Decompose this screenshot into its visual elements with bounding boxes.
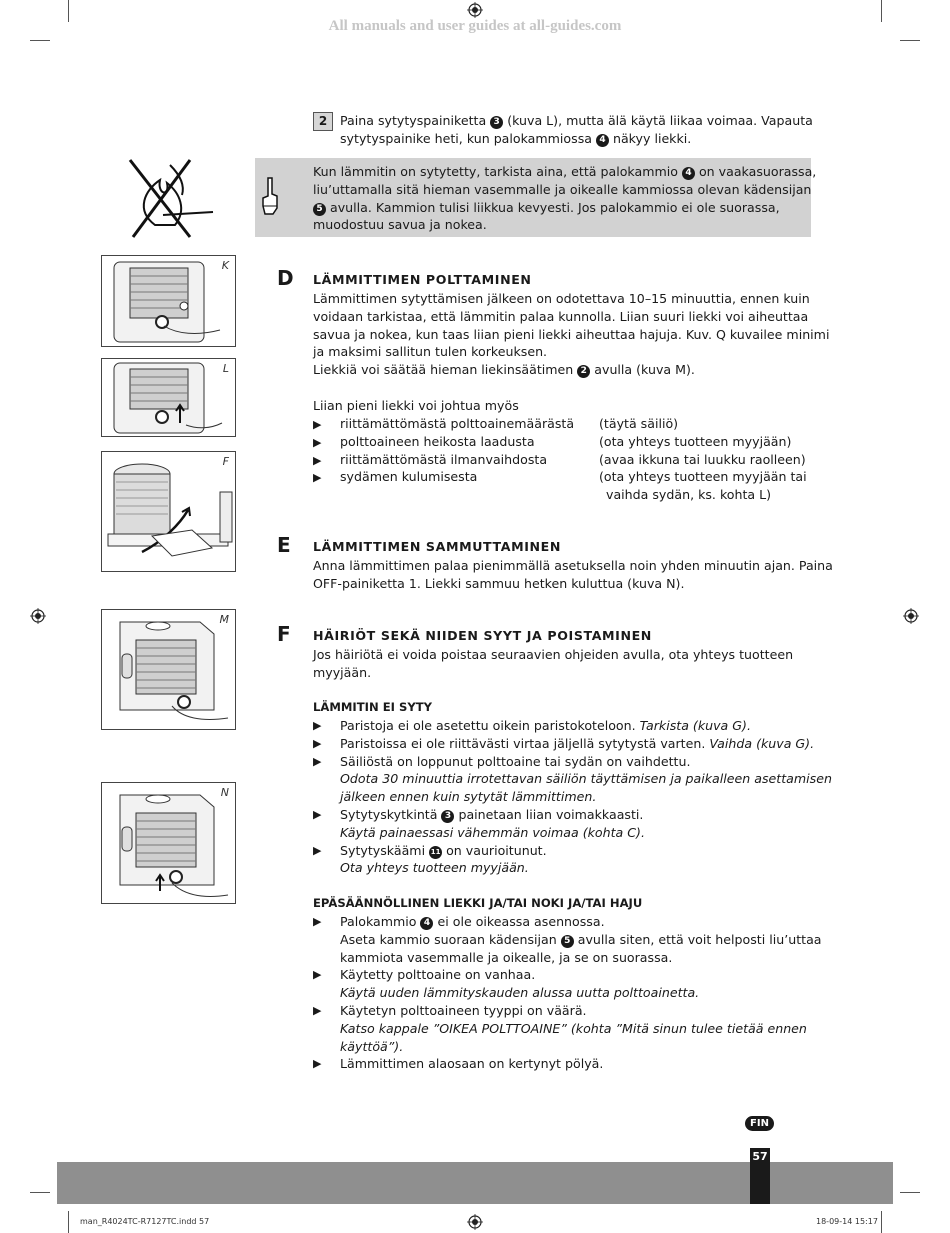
cause-text: sydämen kulumisesta xyxy=(340,469,478,485)
paragraph-line: Liian pieni liekki voi johtua myös xyxy=(313,397,519,413)
issue-text: Sytytyskäämi xyxy=(340,842,430,858)
note-line: muodostuu savua ja nokea. xyxy=(313,217,487,233)
ref-circle: 5 xyxy=(561,935,574,948)
section-f-intro xyxy=(313,646,813,682)
heater-illustration xyxy=(102,610,235,729)
figure-label: N xyxy=(220,786,229,799)
bullet-icon: ▶ xyxy=(313,808,322,821)
section-letter: F xyxy=(277,622,291,646)
print-slug-file: man_R4024TC-R7127TC.indd 57 xyxy=(80,1217,210,1226)
cause-text: riittämättömästä polttoainemäärästä xyxy=(340,416,575,431)
remedy-text: (ota yhteys tuotteen myyjään tai xyxy=(599,469,807,485)
heater-illustration xyxy=(102,783,235,903)
heater-illustration xyxy=(102,256,235,346)
cause-list xyxy=(313,415,823,505)
registration-mark-right xyxy=(903,608,919,624)
paragraph-line: Anna lämmittimen palaa pienimmällä asetuksella noin yhden minuutin ajan. Paina xyxy=(313,558,833,573)
ref-circle: 4 xyxy=(420,917,433,930)
remedy-text: Käytä painaessasi vähemmän voimaa (kohta C). xyxy=(340,824,645,840)
issue-text: on vaurioitunut. xyxy=(442,842,547,858)
bullet-icon: ▶ xyxy=(313,1004,322,1017)
registration-mark-top xyxy=(467,2,483,18)
paragraph-line: OFF-painiketta 1. Liekki sammuu hetken kuluttua (kuva N). xyxy=(313,575,685,591)
cause-text: riittämättömästä ilmanvaihdosta xyxy=(340,451,548,467)
note-text xyxy=(313,163,817,234)
paragraph-line: myyjään. xyxy=(313,664,372,680)
remedy-text: Ota yhteys tuotteen myyjään. xyxy=(340,860,529,876)
section-letter: D xyxy=(277,266,294,290)
remedy-text: kammiota vasemmalle ja oikealle, ja se on suorassa. xyxy=(340,949,673,965)
remedy-text: (täytä säiliö) xyxy=(599,416,679,431)
bullet-icon: ▶ xyxy=(313,471,322,485)
subsection-title: EPÄSÄÄNNÖLLINEN LIEKKI JA/TAI NOKI JA/TAI HAJU xyxy=(313,896,643,910)
issue-text: Lämmittimen alaosaan on kertynyt pölyä. xyxy=(340,1056,604,1072)
ref-circle: 4 xyxy=(596,134,609,147)
bullet-icon: ▶ xyxy=(313,719,322,732)
remedy-text: vaihda sydän, ks. kohta L) xyxy=(606,487,772,503)
figure-l xyxy=(101,358,236,437)
troubleshoot-list-2 xyxy=(313,913,823,1078)
step-text: sytytyspainike heti, kun palokammiossa xyxy=(340,131,596,146)
heater-illustration xyxy=(102,359,235,436)
bullet-icon: ▶ xyxy=(313,453,322,467)
remedy-text: jälkeen ennen kuin sytytät lämmittimen. xyxy=(340,789,597,805)
paragraph-line: avulla (kuva M). xyxy=(590,362,695,378)
issue-text: painetaan liian voimakkaasti. xyxy=(454,807,644,822)
bullet-icon: ▶ xyxy=(313,1057,322,1071)
bullet-icon: ▶ xyxy=(313,435,322,449)
language-badge: FIN xyxy=(745,1116,774,1131)
registration-mark-bottom xyxy=(467,1214,483,1230)
ref-circle: 3 xyxy=(441,810,454,823)
subsection-title: LÄMMITIN EI SYTY xyxy=(313,700,433,714)
figure-label: K xyxy=(221,259,229,272)
paragraph-line: Lämmittimen sytyttämisen jälkeen on odotettava 10–15 minuuttia, ennen kuin xyxy=(313,291,810,306)
figure-f xyxy=(101,451,236,572)
cause-text: polttoaineen heikosta laadusta xyxy=(340,433,535,449)
issue-text: Sytytyskytkintä xyxy=(340,807,442,822)
note-line: on vaakasuorassa, xyxy=(694,164,817,179)
registration-mark-left xyxy=(30,608,46,624)
section-e-body xyxy=(313,557,833,593)
section-title: LÄMMITTIMEN POLTTAMINEN xyxy=(313,272,532,287)
pointing-hand-icon xyxy=(259,176,281,218)
remedy-text: Tarkista (kuva G). xyxy=(639,718,751,733)
remedy-text: Katso kappale ”OIKEA POLTTOAINE” (kohta ”Mitä sinun tulee tietää ennen xyxy=(340,1020,807,1036)
remedy-text: (avaa ikkuna tai luukku raolleen) xyxy=(599,451,806,467)
remedy-text: Käytä uuden lämmityskauden alussa uutta polttoainetta. xyxy=(340,985,700,1001)
step-text: näkyy liekki. xyxy=(608,131,692,146)
note-line: Kun lämmitin on sytytetty, tarkista aina, että palokammio xyxy=(313,164,682,179)
page-number: 57 xyxy=(750,1148,770,1204)
watermark: All manuals and user guides at all-guides.com xyxy=(328,18,622,34)
figure-m xyxy=(101,609,236,730)
section-title: LÄMMITTIMEN SAMMUTTAMINEN xyxy=(313,539,561,554)
issue-text: Käytetyn polttoaineen tyyppi on väärä. xyxy=(340,1003,587,1018)
figure-label: M xyxy=(219,613,229,626)
paragraph-line: voidaan tarkistaa, että lämmitin palaa kunnolla. Liian suuri liekki voi aiheuttaa xyxy=(313,308,809,324)
bullet-icon: ▶ xyxy=(313,968,322,982)
issue-text: Säiliöstä on loppunut polttoaine tai sydän on vaihdettu. xyxy=(340,753,691,769)
step-2 xyxy=(313,112,813,146)
step-number: 2 xyxy=(313,112,333,131)
paragraph-line: ja maksimi sallitun tulen korkeuksen. xyxy=(313,344,548,360)
remedy-text: Odota 30 minuuttia irrotettavan säiliön täyttämisen ja paikalleen asettamisen xyxy=(340,771,832,787)
note-line: liu’uttamalla sitä hieman vasemmalle ja oikealle kammiossa olevan kädensijan xyxy=(313,181,812,197)
section-d-body xyxy=(313,290,830,415)
burner-chamber-illustration xyxy=(102,452,235,571)
bullet-icon: ▶ xyxy=(313,736,322,750)
paragraph-line: Liekkiä voi säätää hieman liekinsäätimen xyxy=(313,362,578,378)
ref-circle: 2 xyxy=(577,365,590,378)
section-letter: E xyxy=(277,533,291,557)
remedy-text: Aseta kammio suoraan kädensijan xyxy=(340,931,561,947)
ref-circle: 3 xyxy=(490,116,503,129)
remedy-text: (ota yhteys tuotteen myyjään) xyxy=(599,433,792,449)
issue-text: Paristoissa ei ole riittävästi virtaa jäljellä sytytystä varten. xyxy=(340,735,710,751)
bullet-icon: ▶ xyxy=(313,843,322,857)
bullet-icon: ▶ xyxy=(313,418,322,431)
figure-n xyxy=(101,782,236,904)
issue-text: Paristoja ei ole asetettu oikein paristokoteloon. xyxy=(340,718,640,733)
no-flame-warning-icon xyxy=(125,155,215,240)
print-slug-date: 18-09-14 15:17 xyxy=(816,1217,878,1226)
issue-text: Käytetty polttoaine on vanhaa. xyxy=(340,967,536,983)
ref-circle: 4 xyxy=(682,167,695,180)
figure-label: F xyxy=(222,455,229,468)
figure-k xyxy=(101,255,236,347)
ref-circle: 11 xyxy=(429,846,442,859)
section-title: HÄIRIÖT SEKÄ NIIDEN SYYT JA POISTAMINEN xyxy=(313,628,652,643)
ref-circle: 5 xyxy=(313,203,326,216)
remedy-text: Vaihda (kuva G). xyxy=(709,735,815,751)
paragraph-line: Jos häiriötä ei voida poistaa seuraavien ohjeiden avulla, ota yhteys tuotteen xyxy=(313,647,794,662)
paragraph-line: savua ja nokea, kun taas liian pieni liekki aiheuttaa hajuja. Kuv. Q kuvailee minimi xyxy=(313,326,830,342)
remedy-text: käyttöä”). xyxy=(340,1038,404,1054)
step-text: (kuva L), mutta älä käytä liikaa voimaa. Vapauta xyxy=(503,113,813,128)
bullet-icon: ▶ xyxy=(313,915,322,928)
issue-text: Palokammio xyxy=(340,914,421,929)
issue-text: ei ole oikeassa asennossa. xyxy=(433,914,605,929)
note-line: avulla. Kammion tulisi liikkua kevyesti. Jos palokammio ei ole suorassa, xyxy=(326,199,780,215)
troubleshoot-list-1 xyxy=(313,717,832,882)
figure-label: L xyxy=(222,362,229,375)
step-text: Paina sytytyspainiketta xyxy=(340,113,491,128)
remedy-text: avulla siten, että voit helposti liu’uttaa xyxy=(573,931,822,947)
bullet-icon: ▶ xyxy=(313,754,322,768)
